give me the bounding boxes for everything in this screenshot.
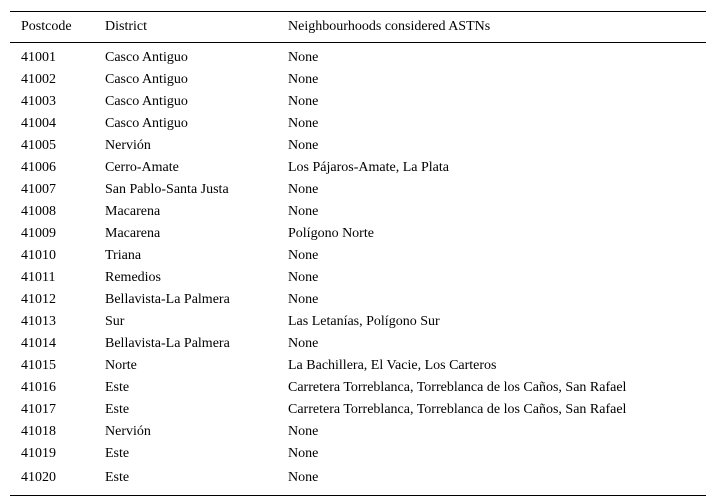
table-row bbox=[10, 201, 706, 223]
astn-table-container bbox=[10, 11, 706, 496]
neighbourhoods-cell: Las Letanías, Polígono Sur bbox=[288, 314, 440, 329]
postcode-cell: 41006 bbox=[21, 160, 56, 175]
neighbourhoods-cell: Carretera Torreblanca, Torreblanca de los Caños, San Rafael bbox=[288, 402, 627, 417]
postcode-cell: 41008 bbox=[21, 204, 56, 219]
district-cell: Casco Antiguo bbox=[105, 116, 188, 131]
neighbourhoods-cell: None bbox=[288, 94, 319, 109]
neighbourhoods-cell: None bbox=[288, 336, 319, 351]
table-row bbox=[10, 289, 706, 311]
neighbourhoods-cell: La Bachillera, El Vacie, Los Carteros bbox=[288, 358, 497, 373]
neighbourhoods-cell: Los Pájaros-Amate, La Plata bbox=[288, 160, 449, 175]
postcode-cell: 41001 bbox=[21, 50, 56, 65]
postcode-cell: 41007 bbox=[21, 182, 56, 197]
district-cell: Casco Antiguo bbox=[105, 72, 188, 87]
district-cell: Casco Antiguo bbox=[105, 50, 188, 65]
district-cell: Norte bbox=[105, 358, 137, 373]
postcode-cell: 41009 bbox=[21, 226, 56, 241]
table-row bbox=[10, 223, 706, 245]
district-cell: Macarena bbox=[105, 204, 161, 219]
postcode-cell: 41005 bbox=[21, 138, 56, 153]
neighbourhoods-cell: None bbox=[288, 182, 319, 197]
district-cell: Bellavista-La Palmera bbox=[105, 292, 230, 307]
table-row bbox=[10, 311, 706, 333]
table-row bbox=[10, 113, 706, 135]
table-row bbox=[10, 443, 706, 465]
neighbourhoods-cell: Carretera Torreblanca, Torreblanca de los Caños, San Rafael bbox=[288, 380, 627, 395]
table-row bbox=[10, 179, 706, 201]
neighbourhoods-cell: None bbox=[288, 204, 319, 219]
district-cell: Este bbox=[105, 402, 130, 417]
table-row bbox=[10, 135, 706, 157]
district-cell: Remedios bbox=[105, 270, 161, 285]
neighbourhoods-cell: None bbox=[288, 50, 319, 65]
neighbourhoods-cell: None bbox=[288, 248, 319, 263]
table-row bbox=[10, 465, 706, 495]
district-cell: Bellavista-La Palmera bbox=[105, 336, 230, 351]
table-row bbox=[10, 157, 706, 179]
astn-table bbox=[10, 12, 706, 495]
table-row bbox=[10, 91, 706, 113]
postcode-cell: 41017 bbox=[21, 402, 56, 417]
table-row bbox=[10, 43, 706, 70]
postcode-cell: 41003 bbox=[21, 94, 56, 109]
neighbourhoods-cell: None bbox=[288, 72, 319, 87]
postcode-cell: 41013 bbox=[21, 314, 56, 329]
district-cell: Sur bbox=[105, 314, 125, 329]
postcode-cell: 41004 bbox=[21, 116, 56, 131]
district-cell: Este bbox=[105, 380, 130, 395]
neighbourhoods-cell: None bbox=[288, 270, 319, 285]
neighbourhoods-cell: None bbox=[288, 292, 319, 307]
neighbourhoods-cell: None bbox=[288, 470, 319, 485]
postcode-cell: 41002 bbox=[21, 72, 56, 87]
table-row bbox=[10, 399, 706, 421]
table-row bbox=[10, 333, 706, 355]
table-row bbox=[10, 377, 706, 399]
neighbourhoods-cell: Polígono Norte bbox=[288, 226, 374, 241]
district-cell: Casco Antiguo bbox=[105, 94, 188, 109]
postcode-cell: 41018 bbox=[21, 424, 56, 439]
district-cell: Macarena bbox=[105, 226, 161, 241]
table-row bbox=[10, 69, 706, 91]
header-postcode: Postcode bbox=[10, 12, 105, 43]
district-cell: Triana bbox=[105, 248, 142, 263]
district-cell: Este bbox=[105, 446, 130, 461]
header-neighbourhoods: Neighbourhoods considered ASTNs bbox=[288, 12, 706, 43]
postcode-cell: 41015 bbox=[21, 358, 56, 373]
neighbourhoods-cell: None bbox=[288, 424, 319, 439]
table-body bbox=[10, 43, 706, 496]
postcode-cell: 41020 bbox=[21, 470, 56, 485]
postcode-cell: 41010 bbox=[21, 248, 56, 263]
neighbourhoods-cell: None bbox=[288, 116, 319, 131]
header-district: District bbox=[105, 12, 288, 43]
postcode-cell: 41012 bbox=[21, 292, 56, 307]
neighbourhoods-cell: None bbox=[288, 138, 319, 153]
neighbourhoods-cell: None bbox=[288, 446, 319, 461]
postcode-cell: 41019 bbox=[21, 446, 56, 461]
district-cell: Cerro-Amate bbox=[105, 160, 179, 175]
table-row bbox=[10, 245, 706, 267]
district-cell: San Pablo-Santa Justa bbox=[105, 182, 229, 197]
district-cell: Nervión bbox=[105, 424, 151, 439]
table-row bbox=[10, 421, 706, 443]
postcode-cell: 41014 bbox=[21, 336, 56, 351]
district-cell: Nervión bbox=[105, 138, 151, 153]
district-cell: Este bbox=[105, 470, 130, 485]
table-row bbox=[10, 355, 706, 377]
table-row bbox=[10, 267, 706, 289]
table-header bbox=[10, 12, 706, 43]
postcode-cell: 41011 bbox=[21, 270, 56, 285]
header-row bbox=[10, 12, 706, 43]
postcode-cell: 41016 bbox=[21, 380, 56, 395]
